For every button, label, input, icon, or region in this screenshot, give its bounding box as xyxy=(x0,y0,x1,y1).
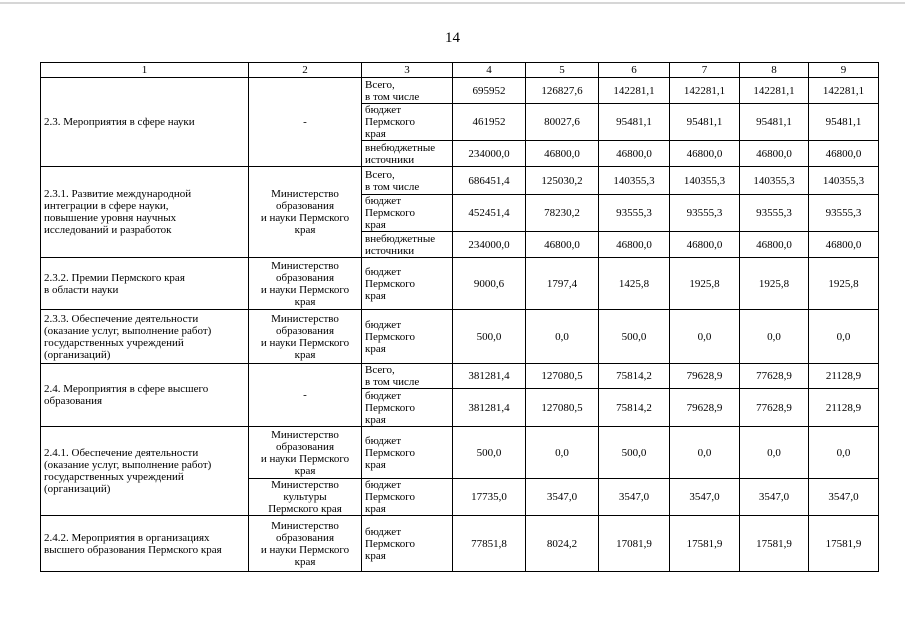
executor: Министерство образования и науки Пермского края xyxy=(249,167,362,258)
column-header: 2 xyxy=(249,63,362,78)
column-header: 1 xyxy=(41,63,249,78)
amount-cell: 1925,8 xyxy=(809,258,879,310)
funding-source: бюджет Пермского края xyxy=(362,195,453,232)
amount-cell: 46800,0 xyxy=(670,232,740,258)
amount-cell: 1925,8 xyxy=(740,258,809,310)
amount-cell: 9000,6 xyxy=(453,258,526,310)
funding-source: Всего, в том числе xyxy=(362,167,453,195)
page-number: 14 xyxy=(445,30,460,46)
amount-cell: 0,0 xyxy=(740,427,809,479)
funding-source: бюджет Пермского края xyxy=(362,516,453,572)
amount-cell: 78230,2 xyxy=(526,195,599,232)
activity-name: 2.3.1. Развитие международной интеграции в сфере науки, повышение уровня научных исследований и разработок xyxy=(41,167,249,258)
amount-cell: 127080,5 xyxy=(526,364,599,389)
amount-cell: 0,0 xyxy=(670,427,740,479)
table-row xyxy=(41,78,879,104)
funding-source: бюджет Пермского края xyxy=(362,258,453,310)
amount-cell: 1925,8 xyxy=(670,258,740,310)
amount-cell: 0,0 xyxy=(670,310,740,364)
amount-cell: 79628,9 xyxy=(670,389,740,427)
budget-table xyxy=(40,62,879,572)
amount-cell: 0,0 xyxy=(526,427,599,479)
amount-cell: 381281,4 xyxy=(453,389,526,427)
amount-cell: 0,0 xyxy=(809,427,879,479)
funding-source: внебюджетные источники xyxy=(362,141,453,167)
funding-source: бюджет Пермского края xyxy=(362,427,453,479)
amount-cell: 125030,2 xyxy=(526,167,599,195)
amount-cell: 3547,0 xyxy=(526,479,599,516)
activity-name: 2.3.3. Обеспечение деятельности (оказание услуг, выполнение работ) государственных учреждений (организаций) xyxy=(41,310,249,364)
table-row xyxy=(41,427,879,479)
amount-cell: 46800,0 xyxy=(526,232,599,258)
amount-cell: 75814,2 xyxy=(599,364,670,389)
table-row xyxy=(41,364,879,389)
amount-cell: 461952 xyxy=(453,104,526,141)
funding-source: бюджет Пермского края xyxy=(362,104,453,141)
amount-cell: 93555,3 xyxy=(740,195,809,232)
amount-cell: 21128,9 xyxy=(809,389,879,427)
amount-cell: 95481,1 xyxy=(670,104,740,141)
column-header: 4 xyxy=(453,63,526,78)
column-header: 6 xyxy=(599,63,670,78)
amount-cell: 142281,1 xyxy=(740,78,809,104)
amount-cell: 95481,1 xyxy=(740,104,809,141)
activity-name: 2.3. Мероприятия в сфере науки xyxy=(41,78,249,167)
amount-cell: 80027,6 xyxy=(526,104,599,141)
amount-cell: 95481,1 xyxy=(599,104,670,141)
table-row xyxy=(41,516,879,572)
amount-cell: 17735,0 xyxy=(453,479,526,516)
table-row xyxy=(41,310,879,364)
amount-cell: 0,0 xyxy=(526,310,599,364)
amount-cell: 46800,0 xyxy=(670,141,740,167)
activity-name: 2.4.2. Мероприятия в организациях высшего образования Пермского края xyxy=(41,516,249,572)
amount-cell: 21128,9 xyxy=(809,364,879,389)
amount-cell: 46800,0 xyxy=(526,141,599,167)
amount-cell: 127080,5 xyxy=(526,389,599,427)
amount-cell: 3547,0 xyxy=(809,479,879,516)
amount-cell: 500,0 xyxy=(599,427,670,479)
amount-cell: 695952 xyxy=(453,78,526,104)
amount-cell: 140355,3 xyxy=(740,167,809,195)
executor: - xyxy=(249,364,362,427)
amount-cell: 0,0 xyxy=(740,310,809,364)
amount-cell: 8024,2 xyxy=(526,516,599,572)
amount-cell: 142281,1 xyxy=(599,78,670,104)
amount-cell: 3547,0 xyxy=(670,479,740,516)
column-header: 9 xyxy=(809,63,879,78)
amount-cell: 77628,9 xyxy=(740,364,809,389)
executor: Министерство образования и науки Пермского края xyxy=(249,516,362,572)
amount-cell: 452451,4 xyxy=(453,195,526,232)
amount-cell: 46800,0 xyxy=(740,141,809,167)
amount-cell: 500,0 xyxy=(453,427,526,479)
table-row xyxy=(41,167,879,195)
column-header: 3 xyxy=(362,63,453,78)
top-border-line xyxy=(0,2,905,4)
amount-cell: 142281,1 xyxy=(809,78,879,104)
funding-source: внебюджетные источники xyxy=(362,232,453,258)
amount-cell: 17581,9 xyxy=(740,516,809,572)
amount-cell: 381281,4 xyxy=(453,364,526,389)
amount-cell: 140355,3 xyxy=(809,167,879,195)
column-header: 8 xyxy=(740,63,809,78)
amount-cell: 0,0 xyxy=(809,310,879,364)
table-row xyxy=(41,258,879,310)
amount-cell: 3547,0 xyxy=(740,479,809,516)
activity-name: 2.4. Мероприятия в сфере высшего образования xyxy=(41,364,249,427)
activity-name: 2.3.2. Премии Пермского края в области науки xyxy=(41,258,249,310)
amount-cell: 46800,0 xyxy=(809,141,879,167)
funding-source: бюджет Пермского края xyxy=(362,479,453,516)
amount-cell: 3547,0 xyxy=(599,479,670,516)
amount-cell: 686451,4 xyxy=(453,167,526,195)
executor: Министерство образования и науки Пермского края xyxy=(249,258,362,310)
executor: Министерство образования и науки Пермского края xyxy=(249,310,362,364)
amount-cell: 77628,9 xyxy=(740,389,809,427)
funding-source: Всего, в том числе xyxy=(362,364,453,389)
amount-cell: 93555,3 xyxy=(599,195,670,232)
amount-cell: 126827,6 xyxy=(526,78,599,104)
amount-cell: 46800,0 xyxy=(740,232,809,258)
funding-source: бюджет Пермского края xyxy=(362,310,453,364)
amount-cell: 1425,8 xyxy=(599,258,670,310)
executor: - xyxy=(249,78,362,167)
column-header: 7 xyxy=(670,63,740,78)
amount-cell: 17081,9 xyxy=(599,516,670,572)
amount-cell: 140355,3 xyxy=(670,167,740,195)
amount-cell: 93555,3 xyxy=(809,195,879,232)
amount-cell: 93555,3 xyxy=(670,195,740,232)
amount-cell: 46800,0 xyxy=(599,141,670,167)
amount-cell: 500,0 xyxy=(453,310,526,364)
amount-cell: 1797,4 xyxy=(526,258,599,310)
amount-cell: 234000,0 xyxy=(453,141,526,167)
amount-cell: 500,0 xyxy=(599,310,670,364)
activity-name: 2.4.1. Обеспечение деятельности (оказание услуг, выполнение работ) государственных учреждений (организаций) xyxy=(41,427,249,516)
amount-cell: 46800,0 xyxy=(809,232,879,258)
amount-cell: 142281,1 xyxy=(670,78,740,104)
funding-source: Всего, в том числе xyxy=(362,78,453,104)
executor: Министерство культуры Пермского края xyxy=(249,479,362,516)
amount-cell: 46800,0 xyxy=(599,232,670,258)
amount-cell: 17581,9 xyxy=(809,516,879,572)
column-header: 5 xyxy=(526,63,599,78)
amount-cell: 95481,1 xyxy=(809,104,879,141)
amount-cell: 75814,2 xyxy=(599,389,670,427)
amount-cell: 77851,8 xyxy=(453,516,526,572)
funding-source: бюджет Пермского края xyxy=(362,389,453,427)
executor: Министерство образования и науки Пермского края xyxy=(249,427,362,479)
table-header-row xyxy=(41,63,879,78)
amount-cell: 140355,3 xyxy=(599,167,670,195)
amount-cell: 234000,0 xyxy=(453,232,526,258)
amount-cell: 17581,9 xyxy=(670,516,740,572)
amount-cell: 79628,9 xyxy=(670,364,740,389)
